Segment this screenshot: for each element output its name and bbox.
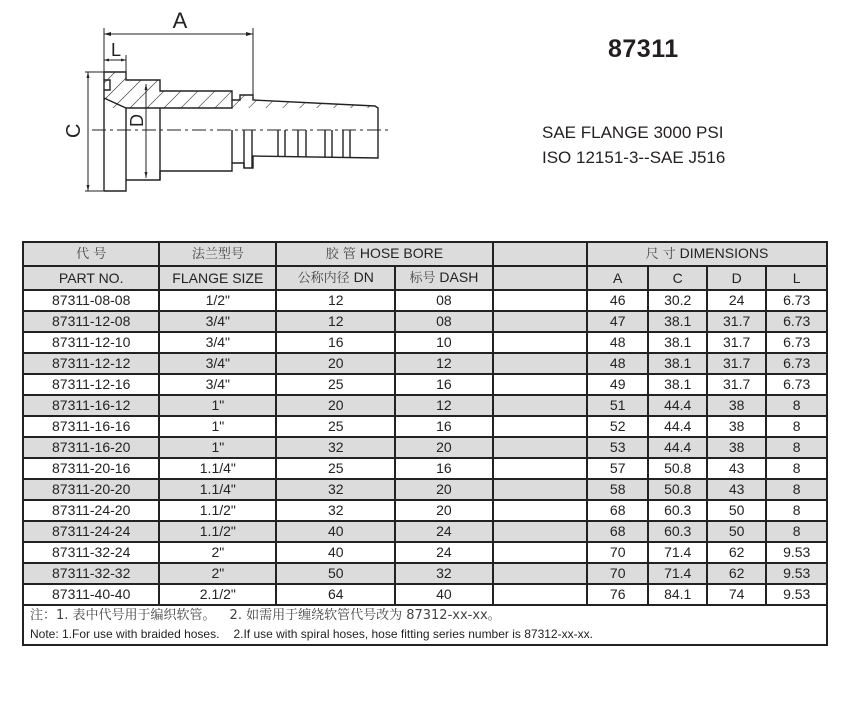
dim-l-cell: 8 <box>766 479 827 500</box>
dash-cell: 10 <box>395 332 492 353</box>
blank-cell <box>493 500 587 521</box>
header-dim-l: L <box>766 266 827 290</box>
dim-d-cell: 50 <box>707 521 766 542</box>
table-row <box>23 458 827 479</box>
dimension-l <box>104 40 126 72</box>
dim-d-cell: 38 <box>707 395 766 416</box>
dim-d-cell: 31.7 <box>707 311 766 332</box>
table-row <box>23 332 827 353</box>
part-no-cell: 87311-20-16 <box>23 458 159 479</box>
flange-size-cell: 2" <box>159 542 276 563</box>
svg-text:C: C <box>63 123 85 138</box>
dim-c-cell: 84.1 <box>648 584 706 605</box>
header-dimensions: 尺 寸 DIMENSIONS <box>587 242 827 266</box>
part-no-cell: 87311-16-16 <box>23 416 159 437</box>
dim-a-cell: 58 <box>587 479 649 500</box>
dim-c-cell: 38.1 <box>648 332 706 353</box>
dim-c-cell: 38.1 <box>648 353 706 374</box>
svg-text:A: A <box>172 8 188 33</box>
table-notes <box>23 605 827 645</box>
dim-a-cell: 76 <box>587 584 649 605</box>
dn-cell: 32 <box>276 437 395 458</box>
dash-cell: 24 <box>395 521 492 542</box>
dn-cell: 25 <box>276 458 395 479</box>
dim-d-cell: 38 <box>707 416 766 437</box>
dash-cell: 08 <box>395 311 492 332</box>
dim-a-cell: 68 <box>587 500 649 521</box>
part-no-cell: 87311-16-12 <box>23 395 159 416</box>
svg-text:L: L <box>110 40 122 60</box>
dim-l-cell: 9.53 <box>766 584 827 605</box>
dn-cell: 40 <box>276 542 395 563</box>
dim-l-cell: 6.73 <box>766 332 827 353</box>
dim-d-cell: 62 <box>707 563 766 584</box>
dn-cell: 25 <box>276 374 395 395</box>
part-no-cell: 87311-24-20 <box>23 500 159 521</box>
header-dim-c: C <box>648 266 706 290</box>
dim-c-cell: 71.4 <box>648 542 706 563</box>
dn-cell: 64 <box>276 584 395 605</box>
dim-a-cell: 52 <box>587 416 649 437</box>
part-no-cell: 87311-32-24 <box>23 542 159 563</box>
table-row <box>23 479 827 500</box>
flange-size-cell: 1.1/4" <box>159 479 276 500</box>
part-no-cell: 87311-16-20 <box>23 437 159 458</box>
dim-l-cell: 8 <box>766 416 827 437</box>
svg-text:D: D <box>127 114 147 127</box>
header-flange-size: FLANGE SIZE <box>159 266 276 290</box>
flange-size-cell: 1" <box>159 416 276 437</box>
dim-c-cell: 30.2 <box>648 290 706 311</box>
flange-size-cell: 3/4" <box>159 311 276 332</box>
dim-l-cell: 6.73 <box>766 311 827 332</box>
spec-line-pressure: SAE FLANGE 3000 PSI <box>542 123 724 142</box>
flange-size-cell: 1.1/2" <box>159 521 276 542</box>
table-row <box>23 500 827 521</box>
dim-a-cell: 68 <box>587 521 649 542</box>
dn-cell: 12 <box>276 290 395 311</box>
blank-cell <box>493 479 587 500</box>
header-dim-a: A <box>587 266 649 290</box>
part-no-cell: 87311-12-08 <box>23 311 159 332</box>
dim-l-cell: 8 <box>766 500 827 521</box>
blank-cell <box>493 521 587 542</box>
table-row <box>23 374 827 395</box>
table-row <box>23 521 827 542</box>
dim-c-cell: 38.1 <box>648 311 706 332</box>
part-number-title: 87311 <box>608 35 679 63</box>
dim-c-cell: 44.4 <box>648 416 706 437</box>
dim-l-cell: 6.73 <box>766 290 827 311</box>
blank-cell <box>493 542 587 563</box>
flange-size-cell: 1/2" <box>159 290 276 311</box>
part-no-cell: 87311-12-10 <box>23 332 159 353</box>
header-part-no-cn: 代 号 <box>23 242 159 266</box>
dn-cell: 16 <box>276 332 395 353</box>
dim-d-cell: 24 <box>707 290 766 311</box>
dn-cell: 32 <box>276 479 395 500</box>
dim-l-cell: 9.53 <box>766 563 827 584</box>
dn-cell: 20 <box>276 353 395 374</box>
table-row <box>23 584 827 605</box>
dn-cell: 20 <box>276 395 395 416</box>
dash-cell: 20 <box>395 479 492 500</box>
flange-size-cell: 2.1/2" <box>159 584 276 605</box>
table-row <box>23 353 827 374</box>
header-hose-bore: 胶 管 HOSE BORE <box>276 242 492 266</box>
table-row <box>23 563 827 584</box>
dim-a-cell: 46 <box>587 290 649 311</box>
header-blank-2 <box>493 266 587 290</box>
dim-c-cell: 50.8 <box>648 479 706 500</box>
dim-d-cell: 43 <box>707 479 766 500</box>
table-row <box>23 542 827 563</box>
flange-size-cell: 1.1/2" <box>159 500 276 521</box>
header-dash: 标号 DASH <box>395 266 492 290</box>
blank-cell <box>493 416 587 437</box>
part-no-cell: 87311-12-12 <box>23 353 159 374</box>
dim-l-cell: 8 <box>766 458 827 479</box>
dim-d-cell: 31.7 <box>707 332 766 353</box>
dim-l-cell: 6.73 <box>766 353 827 374</box>
blank-cell <box>493 584 587 605</box>
table-row <box>23 290 827 311</box>
fitting-drawing <box>0 0 420 220</box>
dim-c-cell: 60.3 <box>648 521 706 542</box>
dash-cell: 16 <box>395 458 492 479</box>
dim-d-cell: 38 <box>707 437 766 458</box>
dash-cell: 12 <box>395 395 492 416</box>
dim-a-cell: 70 <box>587 542 649 563</box>
dim-a-cell: 53 <box>587 437 649 458</box>
dim-c-cell: 60.3 <box>648 500 706 521</box>
dim-d-cell: 50 <box>707 500 766 521</box>
notes-chinese: 注：1. 表中代号用于编织软管。 2. 如需用于缠绕软管代号改为 87312-xx-xx。 <box>30 608 501 623</box>
dash-cell: 16 <box>395 374 492 395</box>
dim-d-cell: 43 <box>707 458 766 479</box>
header-dim-d: D <box>707 266 766 290</box>
dim-a-cell: 49 <box>587 374 649 395</box>
dim-l-cell: 8 <box>766 437 827 458</box>
part-no-cell: 87311-24-24 <box>23 521 159 542</box>
blank-cell <box>493 353 587 374</box>
dash-cell: 24 <box>395 542 492 563</box>
dimension-c <box>63 72 104 191</box>
dash-cell: 20 <box>395 500 492 521</box>
dim-l-cell: 8 <box>766 521 827 542</box>
notes-english: Note: 1.For use with braided hoses. 2.If use with spiral hoses, hose fitting series number is 87312-xx-xx. <box>30 627 593 641</box>
part-no-cell: 87311-12-16 <box>23 374 159 395</box>
dash-cell: 12 <box>395 353 492 374</box>
dash-cell: 20 <box>395 437 492 458</box>
flange-size-cell: 3/4" <box>159 332 276 353</box>
dn-cell: 12 <box>276 311 395 332</box>
dash-cell: 40 <box>395 584 492 605</box>
dim-a-cell: 57 <box>587 458 649 479</box>
dim-d-cell: 62 <box>707 542 766 563</box>
part-no-cell: 87311-20-20 <box>23 479 159 500</box>
dn-cell: 50 <box>276 563 395 584</box>
table-row <box>23 311 827 332</box>
flange-size-cell: 3/4" <box>159 353 276 374</box>
part-no-cell: 87311-40-40 <box>23 584 159 605</box>
dash-cell: 32 <box>395 563 492 584</box>
spec-line-standard: ISO 12151-3--SAE J516 <box>542 148 726 167</box>
dim-a-cell: 48 <box>587 353 649 374</box>
dim-c-cell: 50.8 <box>648 458 706 479</box>
blank-cell <box>493 458 587 479</box>
dim-a-cell: 51 <box>587 395 649 416</box>
blank-cell <box>493 437 587 458</box>
dim-d-cell: 31.7 <box>707 374 766 395</box>
blank-cell <box>493 563 587 584</box>
header-dn: 公称内径 DN <box>276 266 395 290</box>
dim-a-cell: 48 <box>587 332 649 353</box>
dim-d-cell: 31.7 <box>707 353 766 374</box>
flange-size-cell: 1" <box>159 437 276 458</box>
dim-a-cell: 70 <box>587 563 649 584</box>
dim-c-cell: 71.4 <box>648 563 706 584</box>
table-row <box>23 416 827 437</box>
blank-cell <box>493 395 587 416</box>
blank-cell <box>493 290 587 311</box>
dim-c-cell: 44.4 <box>648 437 706 458</box>
table-row <box>23 437 827 458</box>
dn-cell: 40 <box>276 521 395 542</box>
dash-cell: 16 <box>395 416 492 437</box>
table-row <box>23 395 827 416</box>
dim-a-cell: 47 <box>587 311 649 332</box>
header-blank <box>493 242 587 266</box>
dash-cell: 08 <box>395 290 492 311</box>
dim-d-cell: 74 <box>707 584 766 605</box>
dimensions-table <box>22 241 828 646</box>
part-no-cell: 87311-08-08 <box>23 290 159 311</box>
header-flange-cn: 法兰型号 <box>159 242 276 266</box>
dim-l-cell: 6.73 <box>766 374 827 395</box>
flange-size-cell: 1.1/4" <box>159 458 276 479</box>
blank-cell <box>493 332 587 353</box>
part-no-cell: 87311-32-32 <box>23 563 159 584</box>
dn-cell: 25 <box>276 416 395 437</box>
dim-c-cell: 44.4 <box>648 395 706 416</box>
flange-size-cell: 3/4" <box>159 374 276 395</box>
flange-size-cell: 2" <box>159 563 276 584</box>
blank-cell <box>493 374 587 395</box>
blank-cell <box>493 311 587 332</box>
dim-l-cell: 8 <box>766 395 827 416</box>
flange-size-cell: 1" <box>159 395 276 416</box>
dim-l-cell: 9.53 <box>766 542 827 563</box>
header-part-no: PART NO. <box>23 266 159 290</box>
dim-c-cell: 38.1 <box>648 374 706 395</box>
dn-cell: 32 <box>276 500 395 521</box>
